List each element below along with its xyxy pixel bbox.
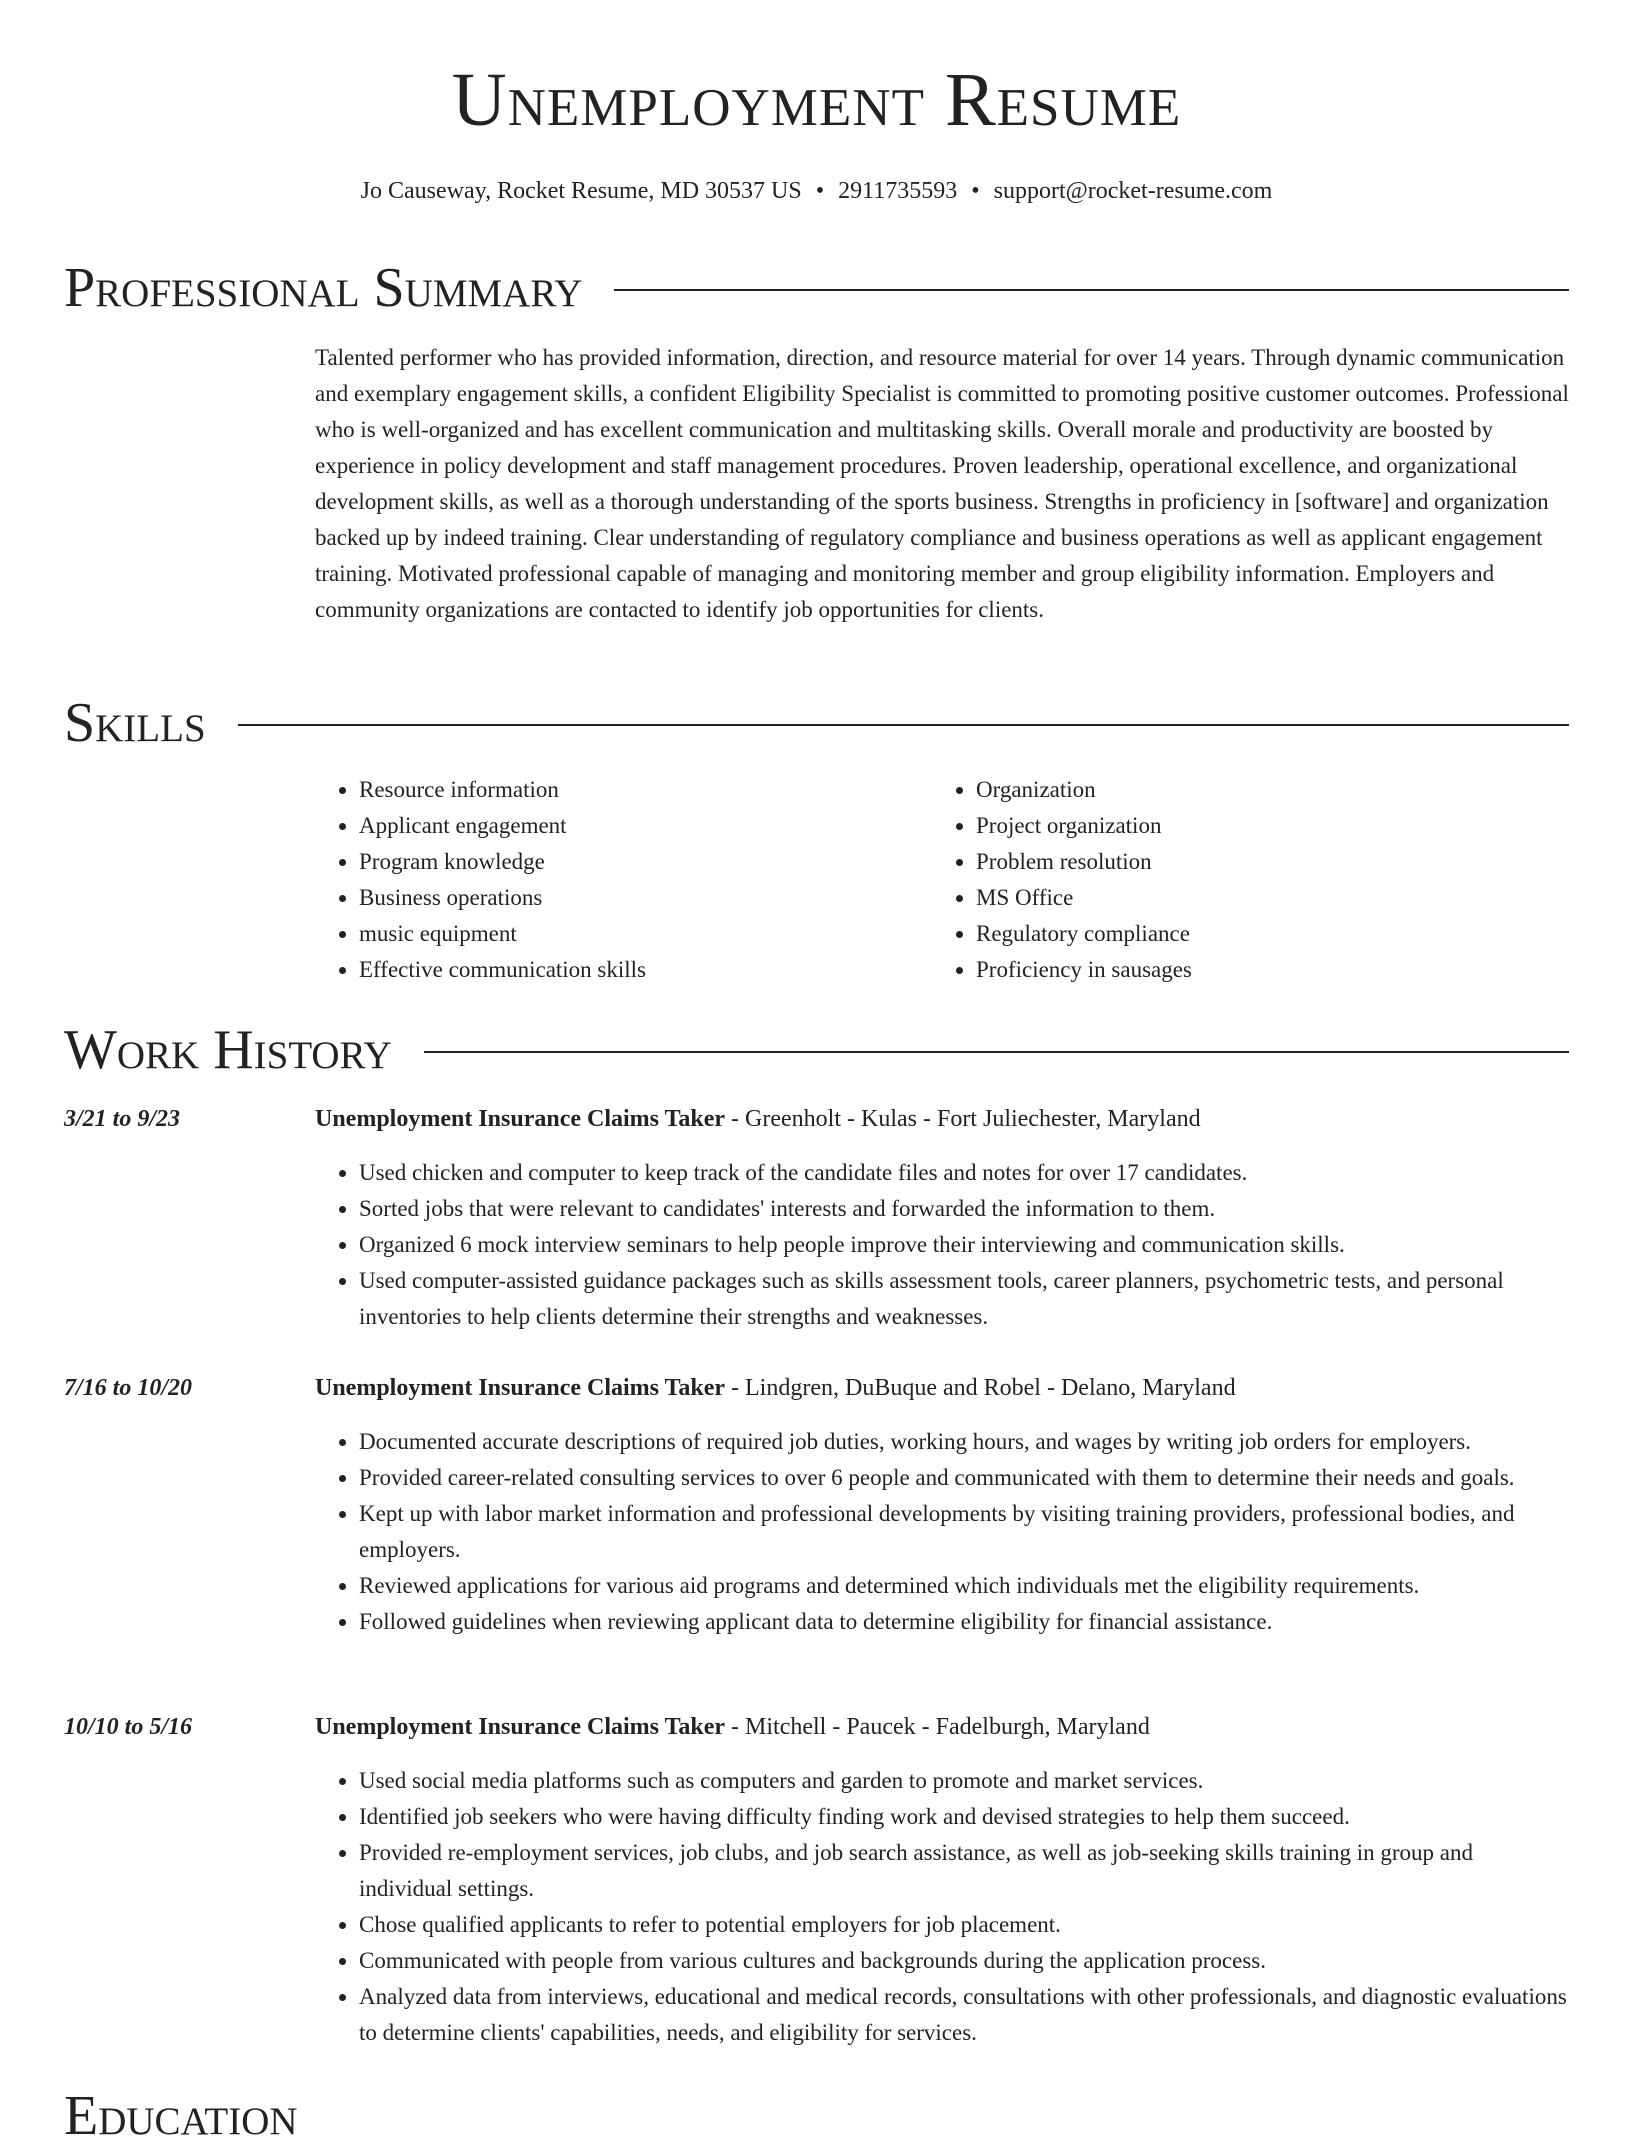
job-role [315,1370,1236,1406]
section-header-education [64,2085,1569,2147]
job-title: Unemployment Insurance Claims Taker [315,1106,726,1132]
contact-line [64,177,1569,206]
skill-item: • music equipment [359,916,932,952]
summary-text: Talented performer who has provided information, direction, and resource material for over 14 years. Through dynamic communication and exemplary engagement skills, a confident Eligibility Specialist is committed to promoting positive customer outcomes. Professional who is well-organized and has excellent communication and multitasking skills. Overall morale and productivity are boosted by experience in policy development and staff management procedures. Proven leadership, operational excellence, and organizational development skills, as well as a thorough understanding of the sports business. Strengths in proficiency in [software] and organization backed up by indeed training. Clear understanding of regulatory compliance and business operations as well as applicant engagement training. Motivated professional capable of managing and monitoring member and group eligibility information. Employers and community organizations are contacted to identify job opportunities for clients. [315,345,1569,622]
job-bullet: • Reviewed applications for various aid programs and determined which individuals met the eligibility requirements. [359,1568,1571,1604]
skill-item: • MS Office [976,880,1549,916]
job-dates: 10/10 to 5/16 [64,1714,193,1740]
job-bullet: • Kept up with labor market information and professional developments by visiting training providers, professional bodies, and employers. [359,1496,1571,1568]
job-title: Unemployment Insurance Claims Taker [315,1714,726,1740]
section-heading: Education [64,2085,298,2147]
skills-column-left [315,772,932,988]
job-dates: 3/21 to 9/23 [64,1106,181,1132]
job-employer: - Greenholt - Kulas - Fort Juliechester, Maryland [725,1106,1201,1132]
job-bullets [315,1424,1571,1640]
job-role [315,1101,1201,1137]
contact-phone: 2911735593 [838,178,958,204]
skill-item: • Effective communication skills [359,952,932,988]
job-bullet: • Analyzed data from interviews, educational and medical records, consultations with other professionals, and diagnostic evaluations to determine clients' capabilities, needs, and eligibility for services. [359,1979,1571,2051]
contact-separator: • [815,178,825,204]
job-bullet: • Provided career-related consulting services to over 6 people and communicated with them to determine their needs and goals. [359,1460,1571,1496]
contact-email: support@rocket-resume.com [993,178,1273,204]
job-bullet: • Provided re-employment services, job clubs, and job search assistance, as well as job-seeking skills training in group and individual settings. [359,1835,1571,1907]
job-bullet: • Followed guidelines when reviewing applicant data to determine eligibility for financial assistance. [359,1604,1571,1640]
job-bullet: • Sorted jobs that were relevant to candidates' interests and forwarded the information to them. [359,1191,1571,1227]
job-bullet: • Organized 6 mock interview seminars to help people improve their interviewing and communication skills. [359,1227,1571,1263]
skill-item: • Business operations [359,880,932,916]
section-divider [424,1051,1569,1053]
skill-item: • Proficiency in sausages [976,952,1549,988]
job-bullet: • Used computer-assisted guidance packages such as skills assessment tools, career planners, psychometric tests, and personal inventories to help clients determine their strengths and weaknesses. [359,1263,1571,1335]
job-bullets [315,1155,1571,1335]
skills-column-right [932,772,1549,988]
skill-item: • Project organization [976,808,1549,844]
job-employer: - Mitchell - Paucek - Fadelburgh, Maryland [725,1714,1150,1740]
job-bullet: • Documented accurate descriptions of required job duties, working hours, and wages by writing job orders for employers. [359,1424,1571,1460]
job-bullet: • Identified job seekers who were having difficulty finding work and devised strategies to help them succeed. [359,1799,1571,1835]
skills-list [315,772,1571,988]
job-dates: 7/16 to 10/20 [64,1375,193,1401]
resume-title: Unemployment Resume [451,58,1182,142]
contact-address: Jo Causeway, Rocket Resume, MD 30537 US [360,178,802,204]
skill-item: • Program knowledge [359,844,932,880]
skill-item: • Regulatory compliance [976,916,1549,952]
job-employer: - Lindgren, DuBuque and Robel - Delano, Maryland [725,1375,1236,1401]
job-bullet: • Used chicken and computer to keep track of the candidate files and notes for over 17 candidates. [359,1155,1571,1191]
skill-item: • Applicant engagement [359,808,932,844]
resume-page [64,0,1569,2147]
contact-separator: • [971,178,980,204]
skill-item: • Problem resolution [976,844,1549,880]
section-divider [238,724,1569,726]
section-divider [614,289,1569,291]
job-bullet: • Communicated with people from various cultures and backgrounds during the application process. [359,1943,1571,1979]
job-bullet: • Used social media platforms such as computers and garden to promote and market services. [359,1763,1571,1799]
section-heading: Skills [64,692,206,754]
section-header-work-history [64,1019,1569,1081]
job-bullet: • Chose qualified applicants to refer to potential employers for job placement. [359,1907,1571,1943]
job-title: Unemployment Insurance Claims Taker [315,1375,726,1401]
section-header-summary [64,257,1569,319]
section-heading: Work History [64,1019,392,1081]
skill-item: • Organization [976,772,1549,808]
section-header-skills [64,692,1569,754]
section-heading: Professional Summary [64,257,583,319]
job-bullets [315,1763,1571,2051]
skill-item: • Resource information [359,772,932,808]
job-role [315,1709,1150,1745]
